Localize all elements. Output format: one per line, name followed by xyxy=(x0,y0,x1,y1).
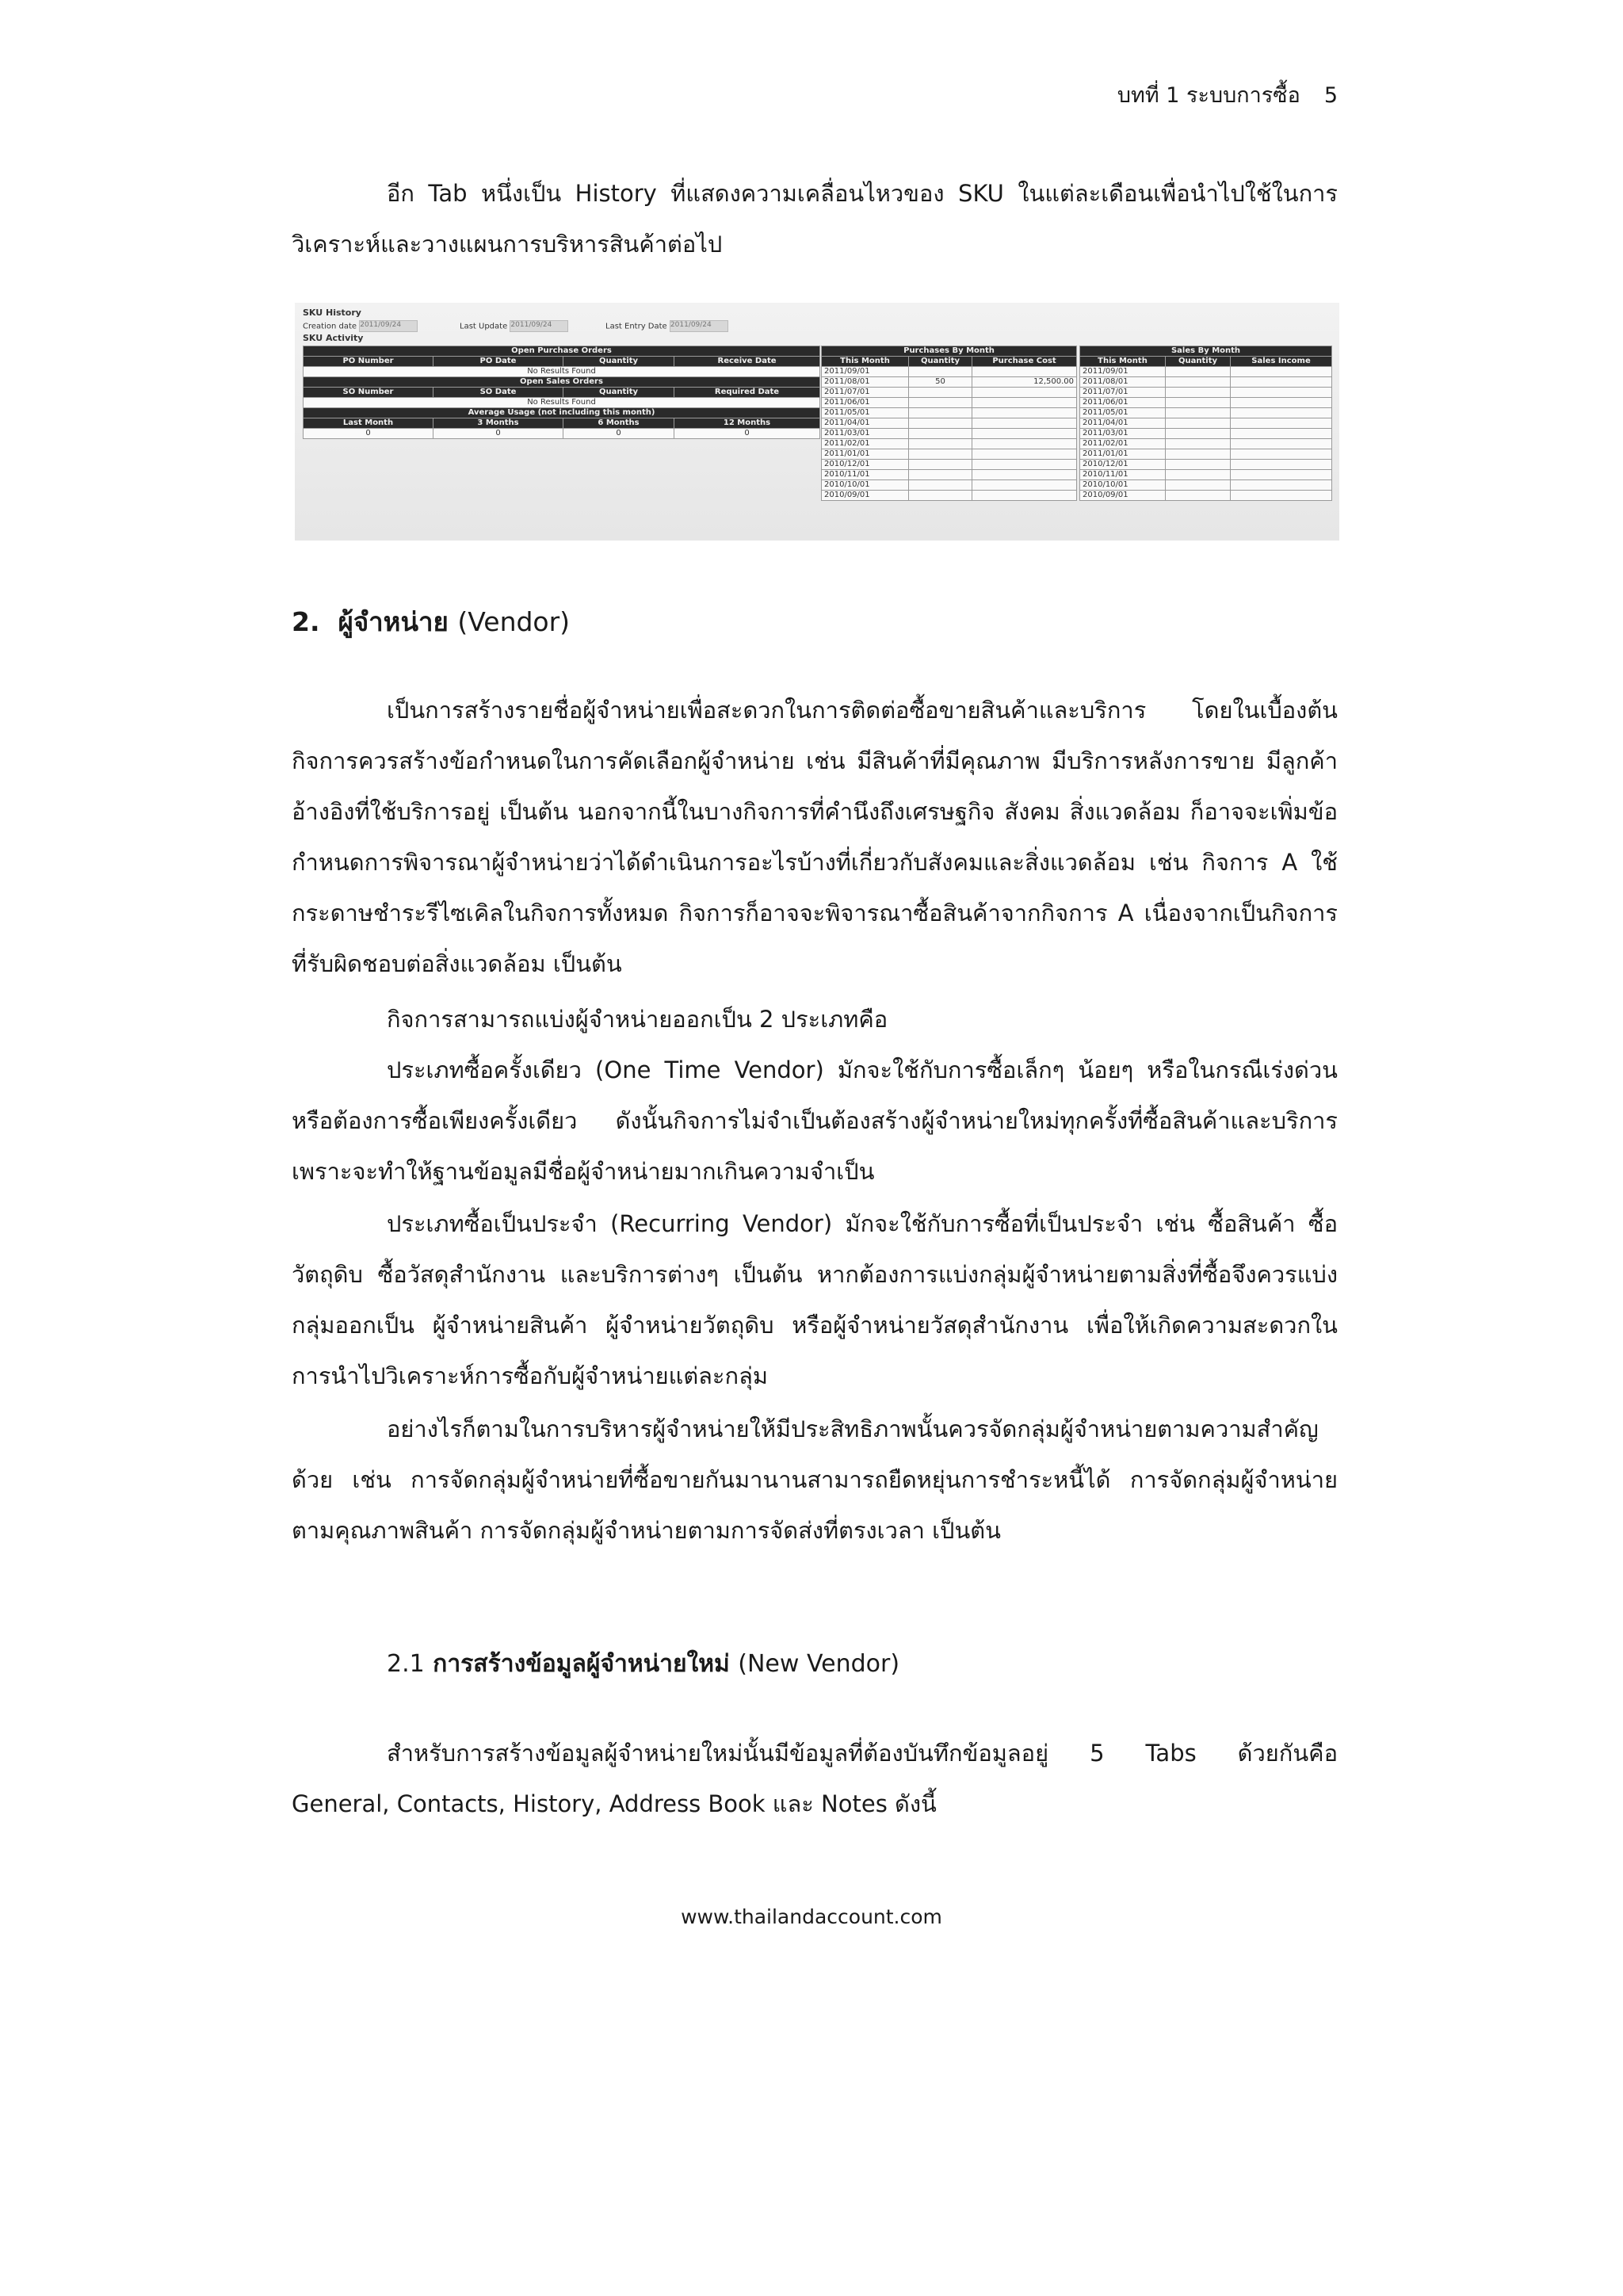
purchases-cell xyxy=(909,408,972,418)
sales-row xyxy=(1080,418,1332,429)
purchases-cell xyxy=(972,367,1077,377)
purchases-row xyxy=(822,439,1077,449)
purchases-row xyxy=(822,398,1077,408)
sales-cell xyxy=(1166,439,1231,449)
page-footer-url: www.thailandaccount.com xyxy=(681,1905,942,1928)
purchases-cell xyxy=(972,460,1077,470)
sales-cell xyxy=(1231,398,1332,408)
usage-col-12-months: 12 Months xyxy=(674,418,820,429)
sales-cell: 2010/11/01 xyxy=(1080,470,1166,480)
usage-value-3-months: 0 xyxy=(433,429,563,439)
sales-cell xyxy=(1166,418,1231,429)
last-entry-field: 2011/09/24 xyxy=(670,320,728,332)
so-col-required: Required Date xyxy=(674,388,820,398)
purchases-cell: 2010/12/01 xyxy=(822,460,909,470)
sales-cell xyxy=(1166,470,1231,480)
sku-activity-label: SKU Activity xyxy=(303,333,364,343)
sales-cell xyxy=(1231,491,1332,501)
purchases-row xyxy=(822,388,1077,398)
sales-cell: 2011/04/01 xyxy=(1080,418,1166,429)
recurring-vendor-paragraph: ประเภทซื้อเป็นประจำ (Recurring Vendor) มักจะใช้กับการซื้อที่เป็นประจำ เช่น ซื้อสินค้า ซื้อวัตถุดิบ ซื้อวัสดุสำนักงาน และบริการต่างๆ เป็นต้น หากต้องการแบ่งกลุ่มผู้จำหน่ายตามสิ่งที่ซื้อจึงควรแบ่งกลุ่มออกเป็น ผู้จำหน่ายสินค้า ผู้จำหน่ายวัตถุดิบ หรือผู้จำหน่ายวัสดุสำนักงาน เพื่อให้เกิดความสะดวกในการนำไปวิเคราะห์การซื้อกับผู้จำหน่ายแต่ละกลุ่ม xyxy=(292,1210,1338,1389)
sales-row xyxy=(1080,377,1332,388)
purchases-cell: 2011/07/01 xyxy=(822,388,909,398)
sales-col-month: This Month xyxy=(1080,357,1166,367)
purchases-col-cost: Purchase Cost xyxy=(972,357,1077,367)
sales-cell: 2010/12/01 xyxy=(1080,460,1166,470)
sales-cell: 2011/02/01 xyxy=(1080,439,1166,449)
po-col-receive: Receive Date xyxy=(674,357,820,367)
vendor-types-paragraph: กิจการสามารถแบ่งผู้จำหน่ายออกเป็น 2 ประเภทคือ xyxy=(387,1006,888,1033)
purchases-cell xyxy=(972,418,1077,429)
sales-cell xyxy=(1231,480,1332,491)
purchases-cell: 12,500.00 xyxy=(972,377,1077,388)
sales-cell xyxy=(1166,367,1231,377)
purchases-cell xyxy=(909,367,972,377)
purchases-cell xyxy=(972,449,1077,460)
last-update-field: 2011/09/24 xyxy=(510,320,568,332)
sales-cell xyxy=(1231,449,1332,460)
sales-cell: 2011/03/01 xyxy=(1080,429,1166,439)
page-header xyxy=(1117,78,1338,112)
sales-cell xyxy=(1166,398,1231,408)
purchases-cell xyxy=(909,470,972,480)
open-po-title: Open Purchase Orders xyxy=(304,346,820,357)
purchases-row xyxy=(822,418,1077,429)
so-col-quantity: Quantity xyxy=(563,388,674,398)
sales-col-income: Sales Income xyxy=(1231,357,1332,367)
purchases-cell xyxy=(972,480,1077,491)
so-col-number: SO Number xyxy=(304,388,433,398)
sales-row xyxy=(1080,460,1332,470)
purchases-cell xyxy=(909,429,972,439)
purchases-row xyxy=(822,367,1077,377)
purchases-title: Purchases By Month xyxy=(822,346,1077,357)
sales-cell: 2011/01/01 xyxy=(1080,449,1166,460)
sales-cell: 2011/05/01 xyxy=(1080,408,1166,418)
usage-value-last-month: 0 xyxy=(304,429,433,439)
section-2-1-heading xyxy=(387,1645,899,1683)
purchases-cell: 2010/11/01 xyxy=(822,470,909,480)
sku-history-figure xyxy=(295,303,1339,541)
page-number: 5 xyxy=(1323,83,1338,108)
purchases-cell: 2011/09/01 xyxy=(822,367,909,377)
sales-row xyxy=(1080,491,1332,501)
purchases-cell: 2011/01/01 xyxy=(822,449,909,460)
sales-cell xyxy=(1166,377,1231,388)
purchases-cell xyxy=(972,398,1077,408)
intro-paragraph: อีก Tab หนึ่งเป็น History ที่แสดงความเคลื่อนไหวของ SKU ในแต่ละเดือนเพื่อนำไปใช้ในการวิเคราะห์และวางแผนการบริหารสินค้าต่อไป xyxy=(292,180,1338,258)
sales-row xyxy=(1080,398,1332,408)
section-2-heading xyxy=(292,601,570,643)
sales-cell: 2011/06/01 xyxy=(1080,398,1166,408)
section-2-title-en: (Vendor) xyxy=(457,606,571,637)
sales-row xyxy=(1080,470,1332,480)
purchases-cell xyxy=(909,418,972,429)
open-po-empty: No Results Found xyxy=(304,367,820,377)
purchases-row xyxy=(822,408,1077,418)
purchases-cell: 2010/10/01 xyxy=(822,480,909,491)
new-vendor-paragraph: สำหรับการสร้างข้อมูลผู้จำหน่ายใหม่นั้นมีข้อมูลที่ต้องบันทึกข้อมูลอยู่ 5 Tabs ด้วยกันคือ General, Contacts, History, Address Book และ Notes ดังนี้ xyxy=(292,1740,1338,1817)
sales-row xyxy=(1080,449,1332,460)
purchases-cell xyxy=(972,470,1077,480)
po-col-date: PO Date xyxy=(433,357,563,367)
usage-col-3-months: 3 Months xyxy=(433,418,563,429)
last-entry-date: Last Entry Date 2011/09/24 xyxy=(605,320,728,332)
sales-row xyxy=(1080,429,1332,439)
section-2-number: 2. xyxy=(292,606,320,637)
sales-by-month-table xyxy=(1079,346,1332,501)
purchases-cell xyxy=(972,439,1077,449)
purchases-cell: 2011/08/01 xyxy=(822,377,909,388)
purchases-row xyxy=(822,449,1077,460)
sales-row xyxy=(1080,439,1332,449)
sales-cell: 2011/08/01 xyxy=(1080,377,1166,388)
purchases-cell xyxy=(909,480,972,491)
purchases-by-month-table xyxy=(821,346,1077,501)
purchases-cell xyxy=(909,388,972,398)
sales-cell xyxy=(1166,429,1231,439)
purchases-cell xyxy=(909,491,972,501)
sales-cell xyxy=(1231,388,1332,398)
purchases-cell xyxy=(909,449,972,460)
sales-cell xyxy=(1166,408,1231,418)
purchases-cell xyxy=(909,398,972,408)
section-2-1-title-en: (New Vendor) xyxy=(738,1650,900,1678)
purchases-cell: 2011/03/01 xyxy=(822,429,909,439)
sales-cell xyxy=(1231,470,1332,480)
sales-cell xyxy=(1231,439,1332,449)
purchases-cell xyxy=(909,439,972,449)
last-update: Last Update 2011/09/24 xyxy=(460,320,568,332)
sales-cell xyxy=(1231,377,1332,388)
open-so-title: Open Sales Orders xyxy=(304,377,820,388)
sales-row xyxy=(1080,388,1332,398)
usage-col-6-months: 6 Months xyxy=(563,418,674,429)
sales-cell xyxy=(1166,388,1231,398)
usage-value-6-months: 0 xyxy=(563,429,674,439)
section-2-1-number: 2.1 xyxy=(387,1650,425,1678)
sales-title: Sales By Month xyxy=(1080,346,1332,357)
creation-date-field: 2011/09/24 xyxy=(359,320,418,332)
usage-value-12-months: 0 xyxy=(674,429,820,439)
sales-cell: 2011/09/01 xyxy=(1080,367,1166,377)
sales-cell: 2010/10/01 xyxy=(1080,480,1166,491)
sales-rows xyxy=(1080,367,1332,501)
po-col-number: PO Number xyxy=(304,357,433,367)
purchases-cell xyxy=(972,429,1077,439)
purchases-col-quantity: Quantity xyxy=(909,357,972,367)
purchases-cell: 2011/06/01 xyxy=(822,398,909,408)
sales-cell xyxy=(1166,491,1231,501)
purchases-cell xyxy=(972,388,1077,398)
sales-row xyxy=(1080,480,1332,491)
sales-row xyxy=(1080,367,1332,377)
purchases-cell: 50 xyxy=(909,377,972,388)
purchases-row xyxy=(822,470,1077,480)
purchases-cell xyxy=(972,408,1077,418)
creation-date: Creation date 2011/09/24 xyxy=(303,320,418,332)
purchases-row xyxy=(822,491,1077,501)
open-so-empty: No Results Found xyxy=(304,398,820,408)
sales-cell xyxy=(1166,460,1231,470)
sales-cell xyxy=(1231,460,1332,470)
sales-cell xyxy=(1231,408,1332,418)
sales-row xyxy=(1080,408,1332,418)
purchases-row xyxy=(822,460,1077,470)
sales-cell: 2010/09/01 xyxy=(1080,491,1166,501)
sales-cell xyxy=(1166,449,1231,460)
purchases-cell: 2011/04/01 xyxy=(822,418,909,429)
purchases-rows xyxy=(822,367,1077,501)
po-col-quantity: Quantity xyxy=(563,357,674,367)
section-2-title-th: ผู้จำหน่าย xyxy=(338,606,449,637)
purchases-cell: 2011/02/01 xyxy=(822,439,909,449)
vendor-paragraph: เป็นการสร้างรายชื่อผู้จำหน่ายเพื่อสะดวกในการติดต่อซื้อขายสินค้าและบริการ โดยในเบื้องต้นกิจการควรสร้างข้อกำหนดในการคัดเลือกผู้จำหน่าย เช่น มีสินค้าที่มีคุณภาพ มีบริการหลังการขาย มีลูกค้าอ้างอิงที่ใช้บริการอยู่ เป็นต้น นอกจากนี้ในบางกิจการที่คำนึงถึงเศรษฐกิจ สังคม สิ่งแวดล้อม ก็อาจจะเพิ่มข้อกำหนดการพิจารณาผู้จำหน่ายว่าได้ดำเนินการอะไรบ้างที่เกี่ยวกับสังคมและสิ่งแวดล้อม เช่น กิจการ A ใช้กระดาษชำระรีไซเคิลในกิจการทั้งหมด กิจการก็อาจจะพิจารณาซื้อสินค้าจากกิจการ A เนื่องจากเป็นกิจการที่รับผิดชอบต่อสิ่งแวดล้อม เป็นต้น xyxy=(292,697,1338,977)
sales-cell: 2011/07/01 xyxy=(1080,388,1166,398)
section-2-1-title-th: การสร้างข้อมูลผู้จำหน่ายใหม่ xyxy=(433,1650,730,1678)
purchases-col-month: This Month xyxy=(822,357,909,367)
sales-cell xyxy=(1231,429,1332,439)
purchases-cell xyxy=(972,491,1077,501)
vendor-grouping-paragraph: อย่างไรก็ตามในการบริหารผู้จำหน่ายให้มีประสิทธิภาพนั้นควรจัดกลุ่มผู้จำหน่ายตามความสำคัญด้วย เช่น การจัดกลุ่มผู้จำหน่ายที่ซื้อขายกันมานานสามารถยืดหยุ่นการชำระหนี้ได้ การจัดกลุ่มผู้จำหน่ายตามคุณภาพสินค้า การจัดกลุ่มผู้จำหน่ายตามการจัดส่งที่ตรงเวลา เป็นต้น xyxy=(292,1415,1338,1544)
sales-cell xyxy=(1231,367,1332,377)
purchases-row xyxy=(822,480,1077,491)
one-time-vendor-paragraph: ประเภทซื้อครั้งเดียว (One Time Vendor) มักจะใช้กับการซื้อเล็กๆ น้อยๆ หรือในกรณีเร่งด่วน หรือต้องการซื้อเพียงครั้งเดียว ดังนั้นกิจการไม่จำเป็นต้องสร้างผู้จำหน่ายใหม่ทุกครั้งที่ซื้อสินค้าและบริการ เพราะจะทำให้ฐานข้อมูลมีชื่อผู้จำหน่ายมากเกินความจำเป็น xyxy=(292,1056,1338,1185)
purchases-cell: 2011/05/01 xyxy=(822,408,909,418)
chapter-title: บทที่ 1 ระบบการซื้อ xyxy=(1117,83,1300,108)
figure-title: SKU History xyxy=(303,308,361,318)
purchases-cell xyxy=(909,460,972,470)
sales-cell xyxy=(1231,418,1332,429)
purchases-row xyxy=(822,377,1077,388)
so-col-date: SO Date xyxy=(433,388,563,398)
purchases-cell: 2010/09/01 xyxy=(822,491,909,501)
sales-col-quantity: Quantity xyxy=(1166,357,1231,367)
open-orders-table xyxy=(303,346,820,439)
purchases-row xyxy=(822,429,1077,439)
sales-cell xyxy=(1166,480,1231,491)
avg-usage-title: Average Usage (not including this month) xyxy=(304,408,820,418)
usage-col-last-month: Last Month xyxy=(304,418,433,429)
